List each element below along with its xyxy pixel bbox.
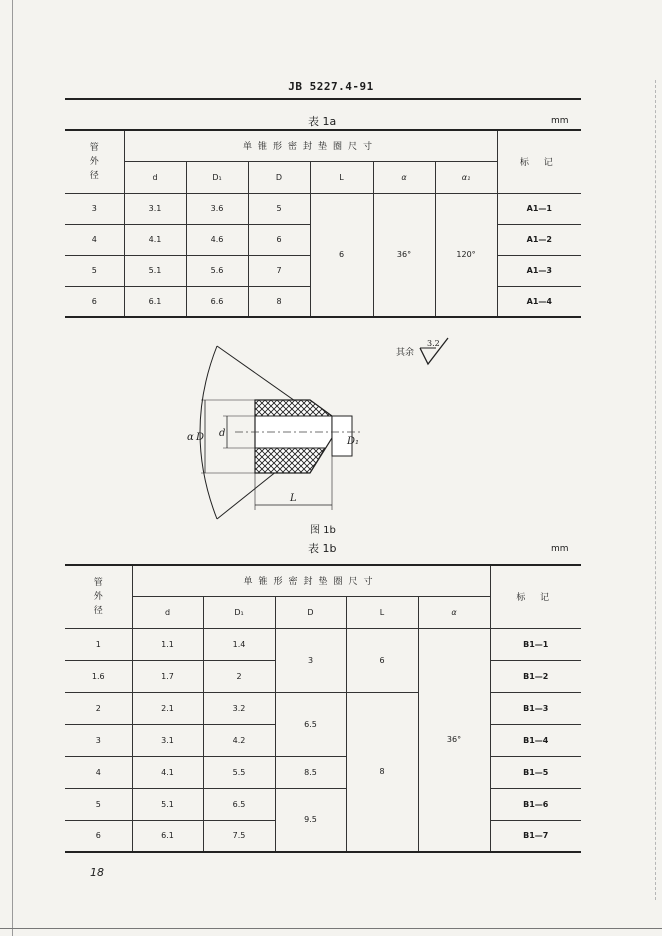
cell-d: 3.1 — [132, 724, 203, 756]
col-L: L — [310, 161, 373, 193]
cell-D1: 3.2 — [203, 692, 275, 724]
table-1a — [65, 129, 581, 318]
cell-alpha: 36° — [373, 193, 435, 317]
col-D1: D₁ — [186, 161, 248, 193]
group-header: 单锥形密封垫圈尺寸 — [132, 565, 490, 596]
cell-D1: 7.5 — [203, 820, 275, 852]
cell-D1: 6.6 — [186, 286, 248, 317]
figure-1b-caption: 图 1b — [310, 525, 336, 536]
seal-hatch-top — [255, 400, 332, 416]
document-header: JB 5227.4-91 — [288, 80, 374, 93]
cell-D: 8.5 — [275, 756, 346, 788]
cell-D: 6.5 — [275, 692, 346, 756]
cell-pipe: 4 — [65, 756, 132, 788]
cell-mark: A1—3 — [497, 255, 581, 286]
cell-mark: A1—4 — [497, 286, 581, 317]
cell-d: 1.7 — [132, 660, 203, 692]
roughness-symbol — [418, 336, 452, 368]
cell-pipe: 2 — [65, 692, 132, 724]
cell-d: 4.1 — [124, 224, 186, 255]
left-margin-line — [12, 0, 13, 936]
cell-D1: 1.4 — [203, 628, 275, 660]
roughness-value: 3.2 — [427, 339, 440, 348]
table-1b-title: 表 1b — [308, 542, 337, 555]
cell-D1: 3.6 — [186, 193, 248, 224]
cell-pipe: 6 — [65, 820, 132, 852]
col-d: d — [132, 596, 203, 628]
label-d: d — [219, 428, 226, 439]
cell-L: 6 — [310, 193, 373, 317]
cell-D1: 5.6 — [186, 255, 248, 286]
cell-d: 6.1 — [132, 820, 203, 852]
label-alpha: α — [187, 432, 194, 443]
cell-mark: B1—3 — [490, 692, 581, 724]
cell-pipe: 4 — [65, 224, 124, 255]
cell-d: 3.1 — [124, 193, 186, 224]
table-row — [65, 692, 581, 724]
cell-mark: A1—1 — [497, 193, 581, 224]
cell-D: 9.5 — [275, 788, 346, 852]
cell-D1: 4.2 — [203, 724, 275, 756]
cell-L: 6 — [346, 628, 418, 692]
col-D1: D₁ — [203, 596, 275, 628]
group-header: 单锥形密封垫圈尺寸 — [124, 130, 497, 161]
cell-d: 5.1 — [124, 255, 186, 286]
col-alpha1: α₁ — [435, 161, 497, 193]
col-alpha: α — [418, 596, 490, 628]
cell-D: 3 — [275, 628, 346, 692]
col-pipe-od: 管 外 径 — [65, 565, 132, 628]
cell-mark: B1—2 — [490, 660, 581, 692]
figure-1b-drawing — [175, 340, 375, 530]
col-mark: 标 记 — [490, 565, 581, 628]
cell-d: 5.1 — [132, 788, 203, 820]
cell-mark: A1—2 — [497, 224, 581, 255]
cell-mark: B1—7 — [490, 820, 581, 852]
cell-L: 8 — [346, 692, 418, 852]
table-row — [65, 628, 581, 660]
seal-hatch-bottom — [255, 448, 325, 473]
cell-mark: B1—4 — [490, 724, 581, 756]
page-number: 18 — [90, 866, 104, 879]
cell-pipe: 5 — [65, 255, 124, 286]
table-row — [65, 788, 581, 820]
table-1b — [65, 564, 581, 853]
roughness-label: 其余 — [396, 348, 415, 358]
cell-pipe: 1.6 — [65, 660, 132, 692]
cell-pipe: 6 — [65, 286, 124, 317]
cell-pipe: 5 — [65, 788, 132, 820]
cell-D: 8 — [248, 286, 310, 317]
cell-pipe: 1 — [65, 628, 132, 660]
cell-D: 5 — [248, 193, 310, 224]
cell-mark: B1—1 — [490, 628, 581, 660]
cell-D: 6 — [248, 224, 310, 255]
label-D: D — [196, 432, 205, 443]
label-D1: D₁ — [347, 436, 360, 447]
right-margin-line — [655, 80, 656, 900]
cell-mark: B1—5 — [490, 756, 581, 788]
col-alpha: α — [373, 161, 435, 193]
cell-alpha1: 120° — [435, 193, 497, 317]
col-D: D — [275, 596, 346, 628]
cell-mark: B1—6 — [490, 788, 581, 820]
col-d: d — [124, 161, 186, 193]
cell-pipe: 3 — [65, 193, 124, 224]
cell-d: 2.1 — [132, 692, 203, 724]
cell-pipe: 3 — [65, 724, 132, 756]
cell-D1: 6.5 — [203, 788, 275, 820]
col-D: D — [248, 161, 310, 193]
table-row — [65, 756, 581, 788]
cell-alpha: 36° — [418, 628, 490, 852]
bottom-rule — [0, 928, 662, 929]
cell-D1: 5.5 — [203, 756, 275, 788]
cell-d: 6.1 — [124, 286, 186, 317]
table-row — [65, 193, 581, 224]
col-mark: 标 记 — [497, 130, 581, 193]
cell-d: 4.1 — [132, 756, 203, 788]
table-1a-title: 表 1a — [308, 115, 337, 128]
table-1b-unit: mm — [551, 544, 569, 554]
table-1a-unit: mm — [551, 116, 569, 126]
label-L: L — [290, 493, 297, 504]
cell-d: 1.1 — [132, 628, 203, 660]
col-pipe-od: 管 外 径 — [65, 130, 124, 193]
cell-D1: 4.6 — [186, 224, 248, 255]
col-L: L — [346, 596, 418, 628]
cell-D1: 2 — [203, 660, 275, 692]
header-rule — [65, 98, 581, 100]
cell-D: 7 — [248, 255, 310, 286]
